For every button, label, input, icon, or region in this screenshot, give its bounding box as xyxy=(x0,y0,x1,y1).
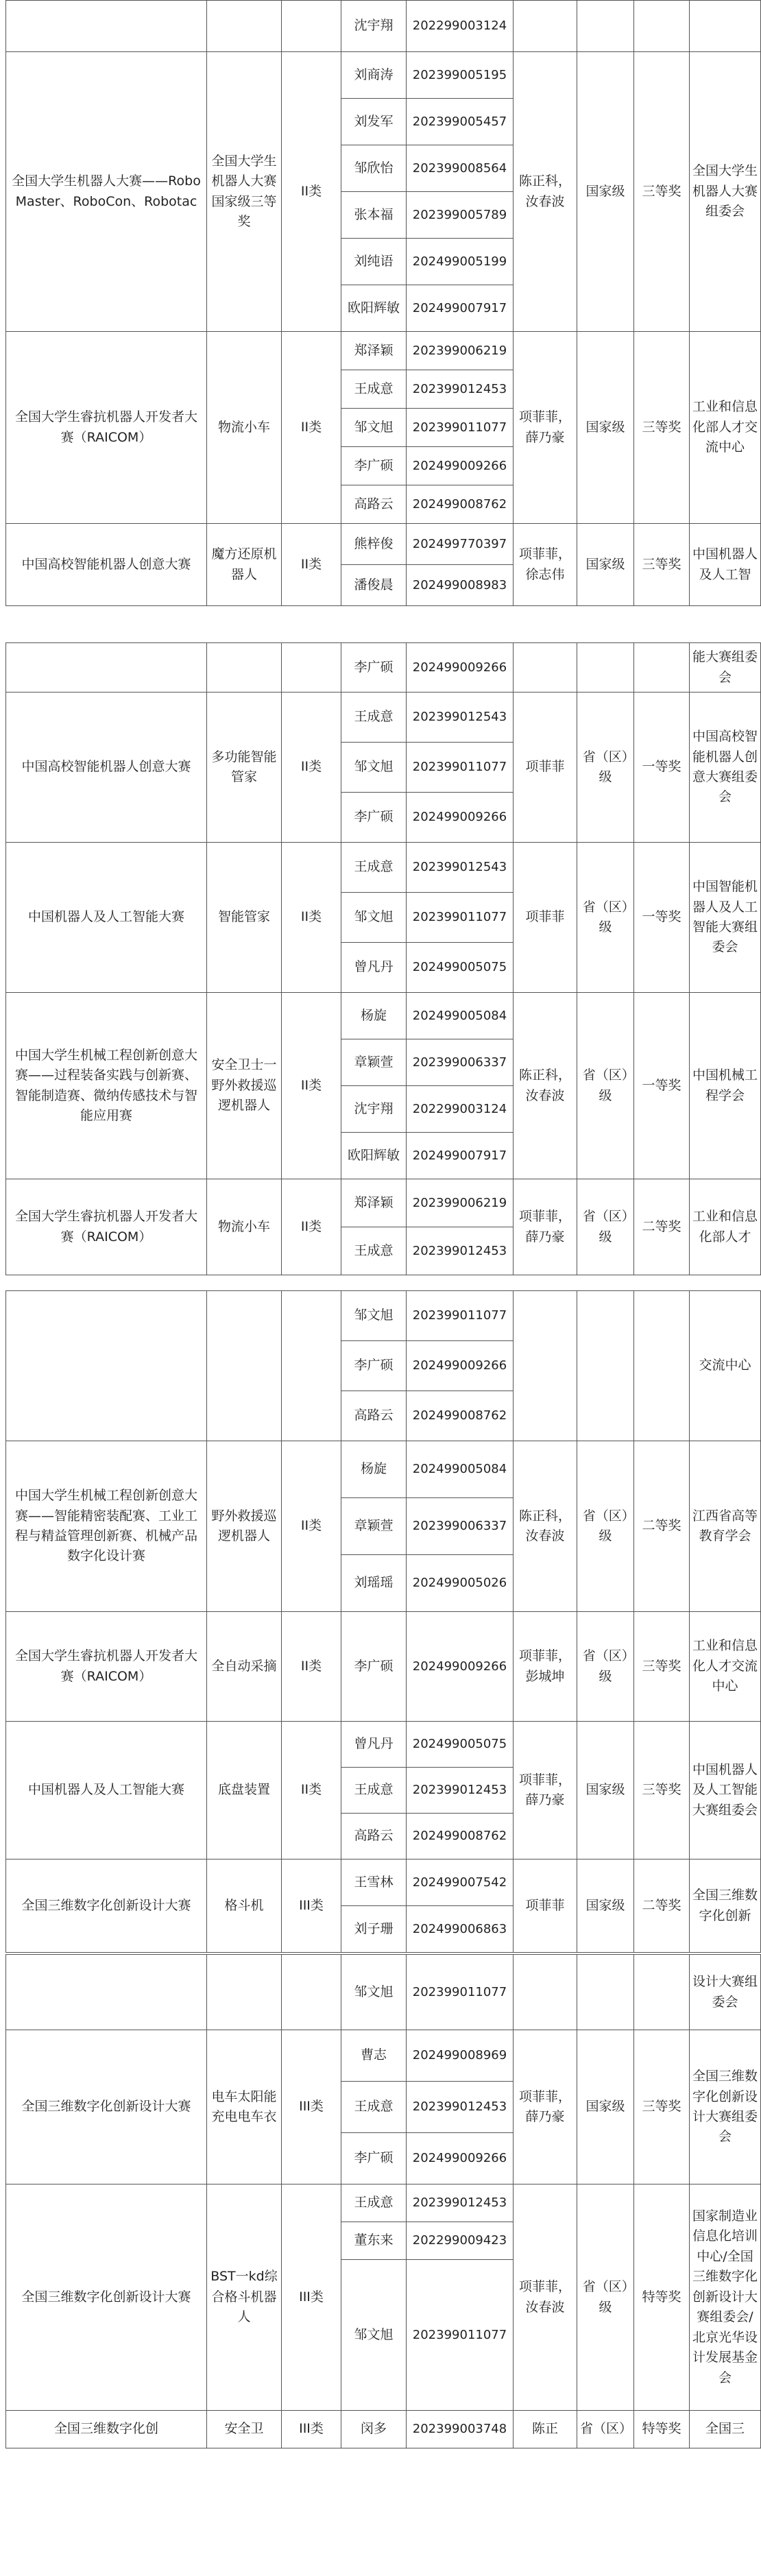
competition-name-cell: 全国大学生机器人大赛——RoboMaster、RoboCon、Robotac xyxy=(6,52,207,332)
member-name-cell: 潘俊晨 xyxy=(341,565,407,606)
student-id-cell: 202399005457 xyxy=(407,99,514,145)
advisor-cell xyxy=(514,1955,577,2030)
category-cell: II类 xyxy=(282,1612,341,1722)
student-id-cell: 202499009266 xyxy=(407,643,514,693)
table-page-3 xyxy=(0,1290,758,1953)
project-name-cell: 野外救援巡逻机器人 xyxy=(207,1441,282,1612)
category-cell: II类 xyxy=(282,693,341,843)
member-name-cell: 邹文旭 xyxy=(341,743,407,793)
award-cell: 二等奖 xyxy=(634,1859,690,1953)
organizer-cell: 全国三维数字化创新 xyxy=(690,1859,761,1953)
project-name-cell: 物流小车 xyxy=(207,1179,282,1275)
organizer-cell: 江西省高等教育学会 xyxy=(690,1441,761,1612)
table-row xyxy=(6,1722,761,1768)
category-cell: II类 xyxy=(282,1441,341,1612)
member-name-cell: 杨旋 xyxy=(341,993,407,1039)
table-row xyxy=(6,2411,761,2448)
table-row xyxy=(6,332,761,370)
member-name-cell: 王雪林 xyxy=(341,1859,407,1906)
organizer-cell: 全国三 xyxy=(690,2411,761,2448)
student-id-cell: 202499009266 xyxy=(407,447,514,485)
advisor-cell: 项菲菲，彭城坤 xyxy=(514,1612,577,1722)
student-id-cell: 202499008762 xyxy=(407,485,514,524)
level-cell: 省（区）级 xyxy=(577,1441,634,1612)
member-name-cell: 高路云 xyxy=(341,1391,407,1441)
project-name-cell: 魔方还原机器人 xyxy=(207,524,282,606)
student-id-cell: 202499005075 xyxy=(407,1722,514,1768)
award-cell: 一等奖 xyxy=(634,843,690,993)
project-name-cell: 底盘装置 xyxy=(207,1722,282,1859)
table-row xyxy=(6,693,761,743)
member-name-cell: 刘子珊 xyxy=(341,1906,407,1953)
competition-name-cell xyxy=(6,1291,207,1441)
student-id-cell: 202499008969 xyxy=(407,2030,514,2082)
student-id-cell: 202399012543 xyxy=(407,843,514,893)
level-cell: 国家级 xyxy=(577,332,634,524)
category-cell: II类 xyxy=(282,843,341,993)
project-name-cell xyxy=(207,1955,282,2030)
member-name-cell: 刘商涛 xyxy=(341,52,407,99)
student-id-cell: 202399006337 xyxy=(407,1039,514,1086)
table-row xyxy=(6,993,761,1039)
organizer-cell: 设计大赛组委会 xyxy=(690,1955,761,2030)
student-id-cell: 202499007917 xyxy=(407,1133,514,1179)
category-cell xyxy=(282,643,341,693)
student-id-cell: 202399012453 xyxy=(407,2082,514,2133)
category-cell xyxy=(282,1955,341,2030)
award-cell: 三等奖 xyxy=(634,1612,690,1722)
competition-name-cell: 中国机器人及人工智能大赛 xyxy=(6,843,207,993)
member-name-cell: 王成意 xyxy=(341,843,407,893)
level-cell: 省（区）级 xyxy=(577,843,634,993)
advisor-cell xyxy=(514,1291,577,1441)
table-row xyxy=(6,1859,761,1906)
member-name-cell: 刘发军 xyxy=(341,99,407,145)
project-name-cell: 全国大学生机器人大赛国家级三等奖 xyxy=(207,52,282,332)
student-id-cell: 202499007542 xyxy=(407,1859,514,1906)
member-name-cell: 王成意 xyxy=(341,693,407,743)
advisor-cell: 项菲菲 xyxy=(514,843,577,993)
table-page-1 xyxy=(0,0,758,606)
table-row xyxy=(6,1955,761,2030)
member-name-cell: 邹文旭 xyxy=(341,893,407,943)
competition-name-cell: 中国机器人及人工智能大赛 xyxy=(6,1722,207,1859)
level-cell: 省（区）级 xyxy=(577,993,634,1179)
advisor-cell: 项菲菲 xyxy=(514,1859,577,1953)
student-id-cell: 202499005026 xyxy=(407,1555,514,1612)
award-cell xyxy=(634,1955,690,2030)
competition-name-cell: 中国高校智能机器人创意大赛 xyxy=(6,524,207,606)
student-id-cell: 202499009266 xyxy=(407,1612,514,1722)
competition-name-cell: 全国三维数字化创新设计大赛 xyxy=(6,2030,207,2184)
project-name-cell xyxy=(207,643,282,693)
student-id-cell: 202499008762 xyxy=(407,1391,514,1441)
member-name-cell: 李广硕 xyxy=(341,447,407,485)
competition-name-cell: 全国大学生睿抗机器人开发者大赛（RAICOM） xyxy=(6,332,207,524)
category-cell: II类 xyxy=(282,993,341,1179)
category-cell: III类 xyxy=(282,2184,341,2411)
organizer-cell: 工业和信息化人才交流中心 xyxy=(690,1612,761,1722)
member-name-cell: 章颖萱 xyxy=(341,1498,407,1555)
advisor-cell: 陈正科，汝春波 xyxy=(514,993,577,1179)
category-cell: III类 xyxy=(282,2411,341,2448)
table-row xyxy=(6,643,761,693)
award-table xyxy=(5,0,761,606)
award-table xyxy=(5,642,761,1275)
level-cell xyxy=(577,1291,634,1441)
member-name-cell: 曾凡丹 xyxy=(341,943,407,993)
advisor-cell: 项菲菲，薛乃豪 xyxy=(514,1179,577,1275)
member-name-cell: 李广硕 xyxy=(341,1341,407,1391)
member-name-cell: 高路云 xyxy=(341,1814,407,1859)
award-cell: 三等奖 xyxy=(634,1722,690,1859)
member-name-cell: 王成意 xyxy=(341,1768,407,1814)
student-id-cell: 202499008762 xyxy=(407,1814,514,1859)
organizer-cell: 中国机械工程学会 xyxy=(690,993,761,1179)
student-id-cell: 202399011077 xyxy=(407,2260,514,2411)
competition-name-cell: 全国三维数字化创新设计大赛 xyxy=(6,2184,207,2411)
table-row xyxy=(6,2184,761,2222)
project-name-cell: 电车太阳能充电电车衣 xyxy=(207,2030,282,2184)
competition-name-cell: 全国三维数字化创新设计大赛 xyxy=(6,1859,207,1953)
award-cell: 特等奖 xyxy=(634,2411,690,2448)
organizer-cell: 全国三维数字化创新设计大赛组委会 xyxy=(690,2030,761,2184)
competition-name-cell: 全国三维数字化创 xyxy=(6,2411,207,2448)
organizer-cell: 工业和信息化部人才交流中心 xyxy=(690,332,761,524)
project-name-cell: 智能管家 xyxy=(207,843,282,993)
award-table xyxy=(5,1954,761,2448)
student-id-cell: 202499009266 xyxy=(407,2133,514,2184)
category-cell xyxy=(282,1291,341,1441)
student-id-cell: 202399012453 xyxy=(407,1768,514,1814)
competition-name-cell: 中国高校智能机器人创意大赛 xyxy=(6,693,207,843)
student-id-cell: 202499770397 xyxy=(407,524,514,565)
table-page-4 xyxy=(0,1954,758,2448)
organizer-cell: 交流中心 xyxy=(690,1291,761,1441)
student-id-cell: 202399003748 xyxy=(407,2411,514,2448)
level-cell: 国家级 xyxy=(577,1859,634,1953)
advisor-cell: 项菲菲，徐志伟 xyxy=(514,524,577,606)
member-name-cell: 李广硕 xyxy=(341,643,407,693)
member-name-cell: 刘纯语 xyxy=(341,239,407,285)
level-cell: 省（区）级 xyxy=(577,2184,634,2411)
student-id-cell: 202499006863 xyxy=(407,1906,514,1953)
table-row xyxy=(6,1179,761,1227)
table-row xyxy=(6,1612,761,1722)
level-cell: 国家级 xyxy=(577,524,634,606)
student-id-cell: 202499005075 xyxy=(407,943,514,993)
table-row xyxy=(6,843,761,893)
level-cell: 省（区）级 xyxy=(577,693,634,843)
member-name-cell: 邹欣怡 xyxy=(341,145,407,192)
category-cell xyxy=(282,1,341,52)
category-cell: II类 xyxy=(282,524,341,606)
level-cell: 国家级 xyxy=(577,1722,634,1859)
level-cell: 国家级 xyxy=(577,52,634,332)
student-id-cell: 202499009266 xyxy=(407,1341,514,1391)
organizer-cell: 国家制造业信息化培训中心/全国三维数字化创新设计大赛组委会/北京光华设计发展基金会 xyxy=(690,2184,761,2411)
advisor-cell: 陈正科，汝春波 xyxy=(514,52,577,332)
organizer-cell: 中国高校智能机器人创意大赛组委会 xyxy=(690,693,761,843)
award-table xyxy=(5,1290,761,1953)
project-name-cell: 格斗机 xyxy=(207,1859,282,1953)
student-id-cell: 202399011077 xyxy=(407,1291,514,1341)
table-row xyxy=(6,2030,761,2082)
award-cell xyxy=(634,1,690,52)
level-cell: 省（区）级 xyxy=(577,1612,634,1722)
student-id-cell: 202499005084 xyxy=(407,993,514,1039)
student-id-cell: 202499005084 xyxy=(407,1441,514,1498)
student-id-cell: 202399008564 xyxy=(407,145,514,192)
organizer-cell: 中国机器人及人工智能大赛组委会 xyxy=(690,1722,761,1859)
member-name-cell: 欧阳辉敏 xyxy=(341,1133,407,1179)
level-cell xyxy=(577,1,634,52)
advisor-cell: 项菲菲，薛乃豪 xyxy=(514,2030,577,2184)
member-name-cell: 邹文旭 xyxy=(341,1955,407,2030)
competition-name-cell: 全国大学生睿抗机器人开发者大赛（RAICOM） xyxy=(6,1179,207,1275)
project-name-cell: 安全卫 xyxy=(207,2411,282,2448)
award-cell: 三等奖 xyxy=(634,332,690,524)
category-cell: III类 xyxy=(282,1859,341,1953)
category-cell: III类 xyxy=(282,2030,341,2184)
advisor-cell: 陈正科，汝春波 xyxy=(514,1441,577,1612)
student-id-cell: 202399006337 xyxy=(407,1498,514,1555)
organizer-cell: 中国智能机器人及人工智能大赛组委会 xyxy=(690,843,761,993)
member-name-cell: 邹文旭 xyxy=(341,1291,407,1341)
project-name-cell: BST一kd综合格斗机器人 xyxy=(207,2184,282,2411)
student-id-cell: 202299003124 xyxy=(407,1,514,52)
member-name-cell: 沈宇翔 xyxy=(341,1,407,52)
competition-name-cell xyxy=(6,1,207,52)
member-name-cell: 高路云 xyxy=(341,485,407,524)
member-name-cell: 李广硕 xyxy=(341,1612,407,1722)
table-row xyxy=(6,524,761,565)
member-name-cell: 闵多 xyxy=(341,2411,407,2448)
student-id-cell: 202399011077 xyxy=(407,1955,514,2030)
award-cell: 特等奖 xyxy=(634,2184,690,2411)
competition-name-cell: 全国大学生睿抗机器人开发者大赛（RAICOM） xyxy=(6,1612,207,1722)
member-name-cell: 郑泽颖 xyxy=(341,1179,407,1227)
competition-name-cell: 中国大学生机械工程创新创意大赛——智能精密装配赛、工业工程与精益管理创新赛、机械产品数字化设计赛 xyxy=(6,1441,207,1612)
member-name-cell: 王成意 xyxy=(341,1227,407,1275)
student-id-cell: 202399012453 xyxy=(407,2184,514,2222)
organizer-cell xyxy=(690,1,761,52)
advisor-cell xyxy=(514,1,577,52)
category-cell: II类 xyxy=(282,332,341,524)
organizer-cell: 全国大学生机器人大赛组委会 xyxy=(690,52,761,332)
member-name-cell: 沈宇翔 xyxy=(341,1086,407,1133)
project-name-cell xyxy=(207,1,282,52)
competition-name-cell xyxy=(6,1955,207,2030)
level-cell: 省（区）级 xyxy=(577,1179,634,1275)
project-name-cell: 安全卫士一野外救援巡逻机器人 xyxy=(207,993,282,1179)
category-cell: II类 xyxy=(282,52,341,332)
competition-name-cell xyxy=(6,643,207,693)
category-cell: II类 xyxy=(282,1722,341,1859)
member-name-cell: 李广硕 xyxy=(341,793,407,843)
award-cell: 一等奖 xyxy=(634,993,690,1179)
table-row xyxy=(6,1,761,52)
student-id-cell: 202399005789 xyxy=(407,192,514,239)
student-id-cell: 202399011077 xyxy=(407,409,514,447)
member-name-cell: 王成意 xyxy=(341,370,407,409)
member-name-cell: 章颖萱 xyxy=(341,1039,407,1086)
student-id-cell: 202499009266 xyxy=(407,793,514,843)
project-name-cell: 全自动采摘 xyxy=(207,1612,282,1722)
competition-name-cell: 中国大学生机械工程创新创意大赛——过程装备实践与创新赛、智能制造赛、微纳传感技术与智能应用赛 xyxy=(6,993,207,1179)
member-name-cell: 李广硕 xyxy=(341,2133,407,2184)
category-cell: II类 xyxy=(282,1179,341,1275)
project-name-cell xyxy=(207,1291,282,1441)
student-id-cell: 202399012453 xyxy=(407,370,514,409)
award-cell xyxy=(634,643,690,693)
advisor-cell: 项菲菲，薛乃豪 xyxy=(514,332,577,524)
advisor-cell: 项菲菲，汝春波 xyxy=(514,2184,577,2411)
award-cell: 一等奖 xyxy=(634,693,690,843)
student-id-cell: 202399011077 xyxy=(407,893,514,943)
student-id-cell: 202399006219 xyxy=(407,332,514,370)
award-cell: 二等奖 xyxy=(634,1441,690,1612)
member-name-cell: 刘瑶瑶 xyxy=(341,1555,407,1612)
student-id-cell: 202399012543 xyxy=(407,693,514,743)
student-id-cell: 202499008983 xyxy=(407,565,514,606)
advisor-cell: 项菲菲 xyxy=(514,693,577,843)
member-name-cell: 王成意 xyxy=(341,2082,407,2133)
level-cell xyxy=(577,643,634,693)
member-name-cell: 郑泽颖 xyxy=(341,332,407,370)
student-id-cell: 202399012453 xyxy=(407,1227,514,1275)
student-id-cell: 202299009423 xyxy=(407,2222,514,2260)
member-name-cell: 杨旋 xyxy=(341,1441,407,1498)
member-name-cell: 王成意 xyxy=(341,2184,407,2222)
table-row xyxy=(6,52,761,99)
organizer-cell: 能大赛组委会 xyxy=(690,643,761,693)
member-name-cell: 邹文旭 xyxy=(341,409,407,447)
award-cell: 三等奖 xyxy=(634,2030,690,2184)
project-name-cell: 物流小车 xyxy=(207,332,282,524)
student-id-cell: 202399006219 xyxy=(407,1179,514,1227)
member-name-cell: 邹文旭 xyxy=(341,2260,407,2411)
advisor-cell xyxy=(514,643,577,693)
project-name-cell: 多功能智能管家 xyxy=(207,693,282,843)
level-cell: 国家级 xyxy=(577,2030,634,2184)
organizer-cell: 工业和信息化部人才 xyxy=(690,1179,761,1275)
table-row xyxy=(6,1291,761,1341)
organizer-cell: 中国机器人及人工智 xyxy=(690,524,761,606)
student-id-cell: 202499005199 xyxy=(407,239,514,285)
member-name-cell: 欧阳辉敏 xyxy=(341,285,407,332)
student-id-cell: 202399005195 xyxy=(407,52,514,99)
level-cell: 省（区） xyxy=(577,2411,634,2448)
table-row xyxy=(6,1441,761,1498)
student-id-cell: 202299003124 xyxy=(407,1086,514,1133)
award-cell: 三等奖 xyxy=(634,52,690,332)
student-id-cell: 202499007917 xyxy=(407,285,514,332)
level-cell xyxy=(577,1955,634,2030)
member-name-cell: 张本福 xyxy=(341,192,407,239)
student-id-cell: 202399011077 xyxy=(407,743,514,793)
table-page-2 xyxy=(0,642,758,1275)
award-cell: 三等奖 xyxy=(634,524,690,606)
award-cell: 二等奖 xyxy=(634,1179,690,1275)
member-name-cell: 曾凡丹 xyxy=(341,1722,407,1768)
member-name-cell: 熊梓俊 xyxy=(341,524,407,565)
advisor-cell: 项菲菲，薛乃豪 xyxy=(514,1722,577,1859)
member-name-cell: 董东来 xyxy=(341,2222,407,2260)
advisor-cell: 陈正 xyxy=(514,2411,577,2448)
member-name-cell: 曹志 xyxy=(341,2030,407,2082)
award-cell xyxy=(634,1291,690,1441)
